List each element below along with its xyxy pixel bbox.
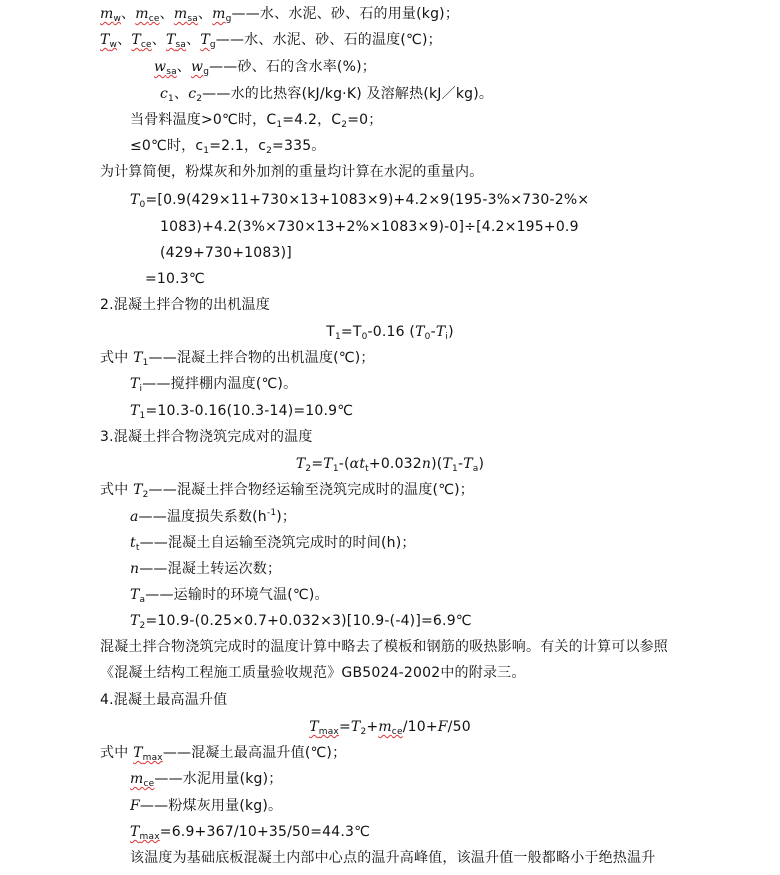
result-t1: $T_1=10.3-0.16(10.3-14)=10.9℃$ (130, 403, 354, 421)
variable-definition-specific-heat: $c_1$、$c_2——$水的比热容(kJ/kg·K) 及溶解热(kJ／kg)。 (160, 86, 494, 104)
formula-tmax: $T_{max}=T_2+m_{ce}/10+F/50$ (309, 719, 471, 737)
formula-t0-line1: $T_0=[0.9(429\times 11+730\times 13+1083\times 9)+4.2\times 9(195-3\%\times 730-2\%\times$ (130, 192, 590, 210)
conclusion-note: 该温度为基础底板混凝土内部中心点的温升高峰值，该温升值一般都略小于绝热温升 (130, 850, 656, 866)
formula-t0-line2: 1083)+4.2(3%×730×13+2%×1083×9)-0]÷[4.2×195+0.9 (160, 219, 579, 235)
section-heading-2: 2.混凝土拌合物的出机温度 (100, 297, 270, 313)
condition-above-zero: 当骨料温度>0℃时，$C_1=4.2$，$C_2=0$； (130, 112, 383, 130)
definition-tt: $t_t——$混凝土自运输至浇筑完成时的时间(h)； (130, 535, 416, 553)
definition-mce: $m_{ce}——$水泥用量(kg)； (130, 771, 283, 789)
definition-tmax: 式中 $T_{max}——$混凝土最高温升值(℃)； (100, 745, 347, 763)
section-heading-3: 3.混凝土拌合物浇筑完成对的温度 (100, 429, 313, 445)
reference-note-line2: 《混凝土结构工程施工质量验收规范》GB5024-2002中的附录三。 (100, 665, 526, 681)
variable-definition-amounts: $m_w$、$m_{ce}$、$m_{sa}$、$m_g——$水、水泥、砂、石的用量(kg)； (100, 6, 460, 24)
result-t2: $T_2=10.9-(0.25\times 0.7+0.032\times 3)[10.9-(-4)]=6.9℃$ (130, 613, 472, 631)
variable-definition-temperatures: $T_w$、$T_{ce}$、$T_{sa}$、$T_g——$水、水泥、砂、石的温度(℃)； (100, 32, 442, 50)
reference-note-line1: 混凝土拌合物浇筑完成时的温度计算中略去了模板和钢筋的吸热影响。有关的计算可以参照 (100, 639, 668, 655)
definition-ta: $T_a——$运输时的环境气温(℃)。 (130, 587, 329, 605)
variable-definition-moisture: $w_{sa}$、$w_g——$砂、石的含水率(%)； (154, 59, 376, 77)
definition-f: F——粉煤灰用量(kg)。 (130, 798, 283, 814)
definition-t1: 式中 $T_1——$混凝土拌合物的出机温度(℃)； (100, 350, 375, 368)
formula-t1: $T_1=T_0-0.16$ $(T_0-T_i)$ (326, 324, 454, 342)
definition-n: n——混凝土转运次数； (130, 561, 282, 577)
condition-below-zero: ≤0℃时，$c_1=2.1$，$c_2=335$。 (130, 138, 326, 156)
definition-alpha: a——温度损失系数$(h^{-1})$； (130, 508, 297, 525)
simplification-note: 为计算简便，粉煤灰和外加剂的重量均计算在水泥的重量内。 (100, 164, 484, 180)
result-tmax: $T_{max}=6.9+367/10+35/50=44.3℃$ (130, 824, 371, 842)
result-t0: =10.3℃ (145, 271, 205, 287)
definition-ti: $T_i——$搅拌棚内温度(℃)。 (130, 376, 298, 394)
definition-t2: 式中 $T_2——$混凝土拌合物经运输至浇筑完成时的温度(℃)； (100, 482, 474, 500)
formula-t2: $T_2=T_1-(\alpha t_t+0.032n)(T_1-T_a)$ (295, 456, 485, 474)
formula-t0-line3: (429+730+1083)] (160, 245, 292, 261)
section-heading-4: 4.混凝土最高温升值 (100, 692, 228, 708)
